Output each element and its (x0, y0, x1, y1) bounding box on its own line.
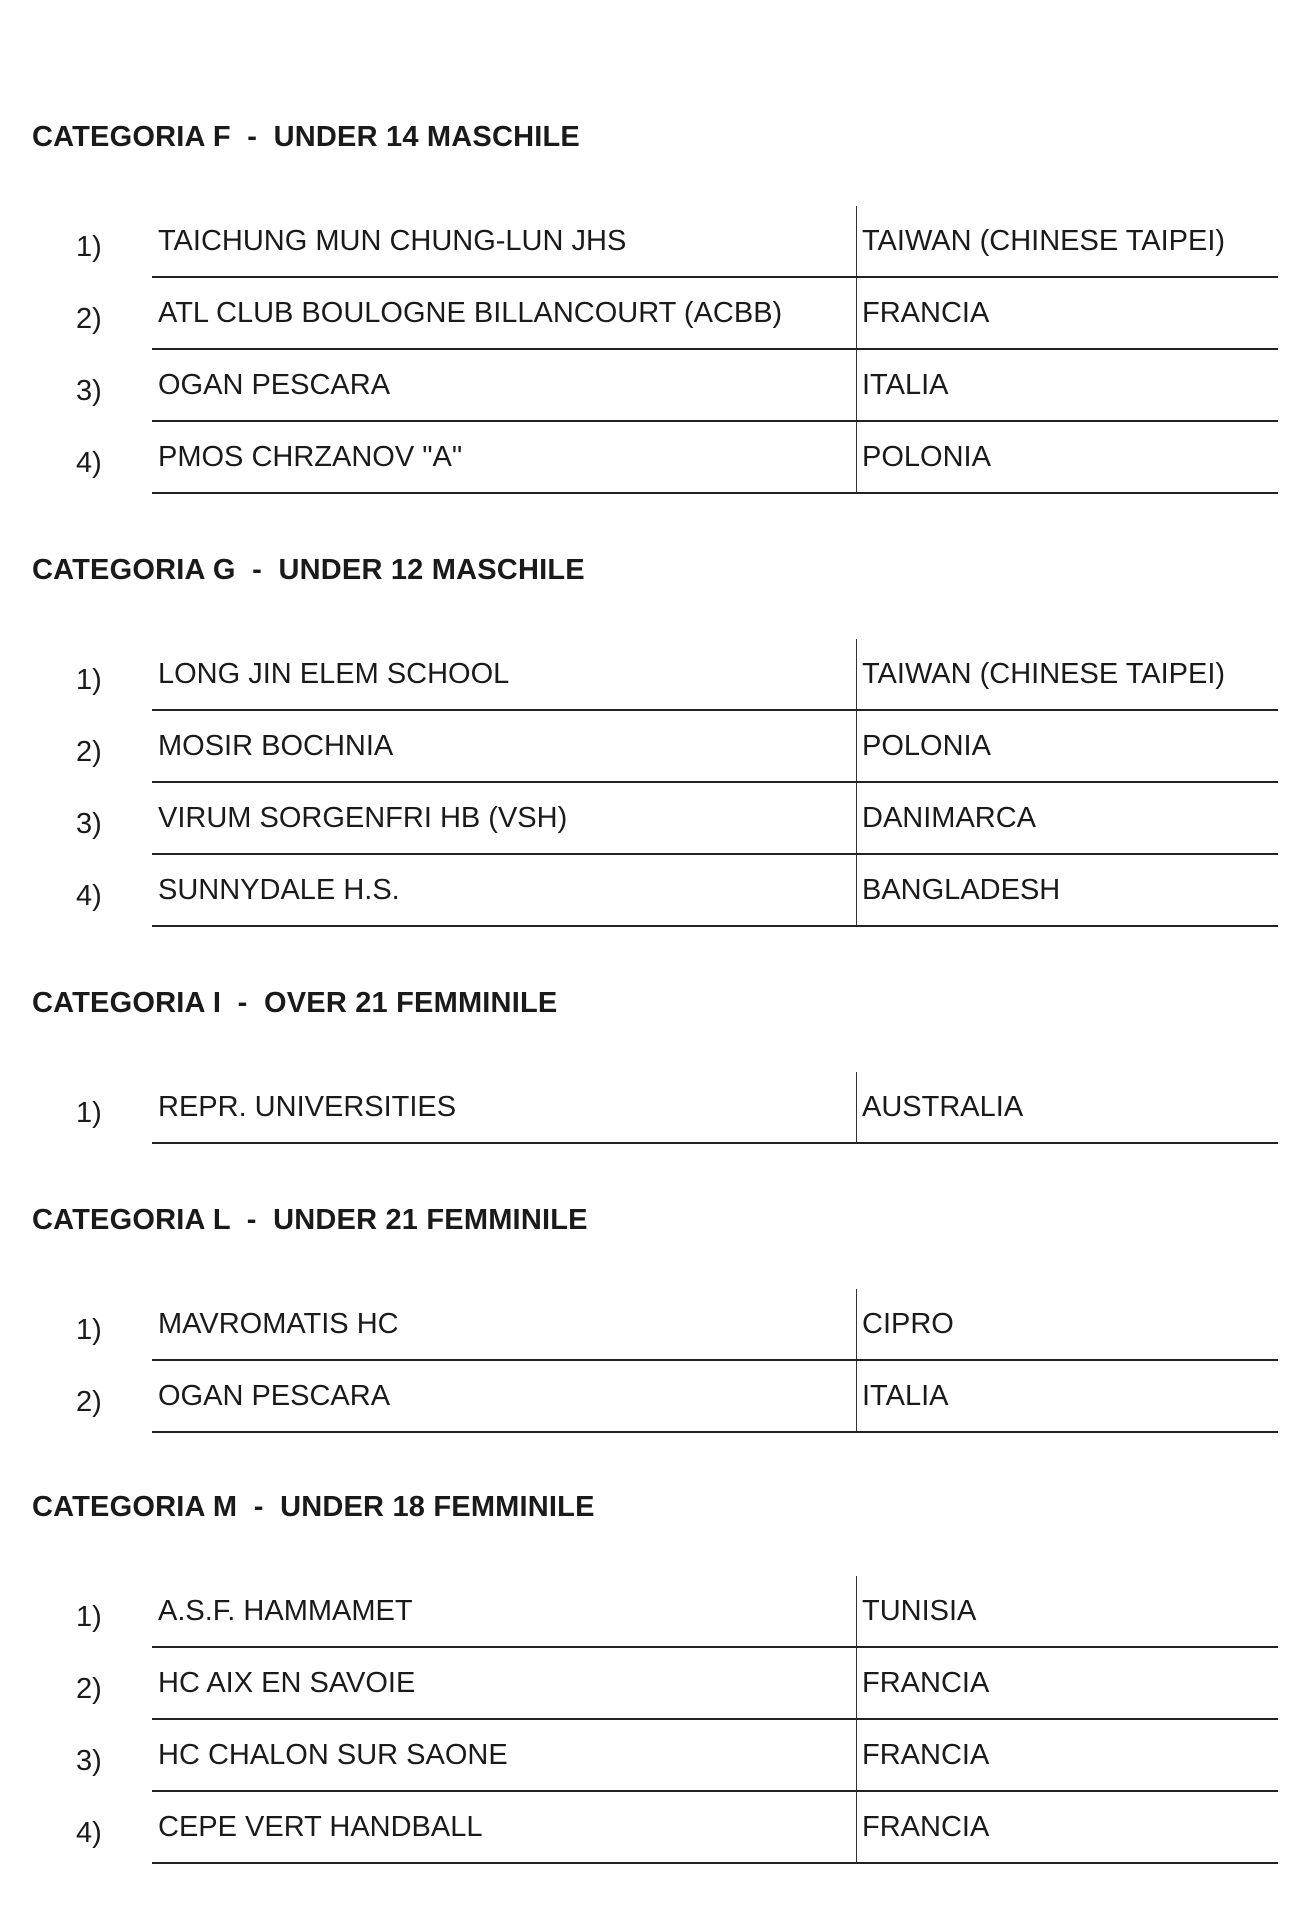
team-name: MAVROMATIS HC (158, 1308, 399, 1340)
ranking-row (0, 350, 1303, 422)
column-divider (856, 1792, 857, 1864)
rank-number: 1) (76, 1601, 102, 1633)
column-divider (856, 278, 857, 350)
ranking-table (0, 1576, 1303, 1864)
ranking-row (0, 422, 1303, 494)
country-name: FRANCIA (862, 1739, 990, 1771)
column-divider (856, 1648, 857, 1720)
ranking-table (0, 1289, 1303, 1433)
column-divider (856, 1072, 857, 1144)
row-underline (152, 492, 1278, 494)
rank-number: 1) (76, 231, 102, 263)
team-name: REPR. UNIVERSITIES (158, 1091, 457, 1123)
team-name: SUNNYDALE H.S. (158, 874, 400, 906)
category-title: CATEGORIA G - UNDER 12 MASCHILE (32, 554, 585, 586)
column-divider (856, 711, 857, 783)
row-underline (152, 1431, 1278, 1433)
category-title: CATEGORIA M - UNDER 18 FEMMINILE (32, 1491, 595, 1523)
column-divider (856, 422, 857, 494)
country-name: CIPRO (862, 1308, 954, 1340)
team-name: OGAN PESCARA (158, 369, 391, 401)
ranking-row (0, 1361, 1303, 1433)
ranking-row (0, 1648, 1303, 1720)
team-name: A.S.F. HAMMAMET (158, 1595, 413, 1627)
rank-number: 3) (76, 1745, 102, 1777)
category-title: CATEGORIA F - UNDER 14 MASCHILE (32, 121, 580, 153)
ranking-table (0, 206, 1303, 494)
team-name: TAICHUNG MUN CHUNG-LUN JHS (158, 225, 627, 257)
column-divider (856, 855, 857, 927)
team-name: MOSIR BOCHNIA (158, 730, 394, 762)
row-underline (152, 1142, 1278, 1144)
rank-number: 4) (76, 447, 102, 479)
category-title: CATEGORIA L - UNDER 21 FEMMINILE (32, 1204, 588, 1236)
rank-number: 3) (76, 375, 102, 407)
country-name: ITALIA (862, 369, 949, 401)
ranking-row (0, 278, 1303, 350)
rank-number: 2) (76, 1386, 102, 1418)
ranking-row (0, 1720, 1303, 1792)
rank-number: 1) (76, 1097, 102, 1129)
rank-number: 1) (76, 1314, 102, 1346)
country-name: TUNISIA (862, 1595, 977, 1627)
column-divider (856, 1361, 857, 1433)
rank-number: 2) (76, 1673, 102, 1705)
country-name: FRANCIA (862, 1667, 990, 1699)
country-name: FRANCIA (862, 1811, 990, 1843)
rank-number: 2) (76, 736, 102, 768)
ranking-row (0, 1792, 1303, 1864)
country-name: TAIWAN (CHINESE TAIPEI) (862, 658, 1226, 690)
ranking-row (0, 639, 1303, 711)
column-divider (856, 1289, 857, 1361)
rank-number: 3) (76, 808, 102, 840)
ranking-row (0, 206, 1303, 278)
column-divider (856, 1576, 857, 1648)
column-divider (856, 639, 857, 711)
team-name: HC CHALON SUR SAONE (158, 1739, 508, 1771)
category-title: CATEGORIA I - OVER 21 FEMMINILE (32, 987, 558, 1019)
country-name: ITALIA (862, 1380, 949, 1412)
rank-number: 2) (76, 303, 102, 335)
country-name: TAIWAN (CHINESE TAIPEI) (862, 225, 1226, 257)
country-name: DANIMARCA (862, 802, 1037, 834)
ranking-row (0, 1289, 1303, 1361)
team-name: OGAN PESCARA (158, 1380, 391, 1412)
ranking-table (0, 1072, 1303, 1144)
team-name: LONG JIN ELEM SCHOOL (158, 658, 510, 690)
team-name: PMOS CHRZANOV "A" (158, 441, 463, 473)
rank-number: 4) (76, 1817, 102, 1849)
team-name: ATL CLUB BOULOGNE BILLANCOURT (ACBB) (158, 297, 783, 329)
ranking-row (0, 1072, 1303, 1144)
column-divider (856, 206, 857, 278)
country-name: POLONIA (862, 730, 991, 762)
country-name: POLONIA (862, 441, 991, 473)
ranking-row (0, 783, 1303, 855)
rank-number: 4) (76, 880, 102, 912)
team-name: CEPE VERT HANDBALL (158, 1811, 483, 1843)
column-divider (856, 1720, 857, 1792)
team-name: HC AIX EN SAVOIE (158, 1667, 416, 1699)
country-name: BANGLADESH (862, 874, 1061, 906)
country-name: FRANCIA (862, 297, 990, 329)
ranking-row (0, 711, 1303, 783)
column-divider (856, 783, 857, 855)
ranking-row (0, 1576, 1303, 1648)
team-name: VIRUM SORGENFRI HB (VSH) (158, 802, 568, 834)
country-name: AUSTRALIA (862, 1091, 1024, 1123)
column-divider (856, 350, 857, 422)
row-underline (152, 925, 1278, 927)
ranking-row (0, 855, 1303, 927)
ranking-table (0, 639, 1303, 927)
rank-number: 1) (76, 664, 102, 696)
row-underline (152, 1862, 1278, 1864)
